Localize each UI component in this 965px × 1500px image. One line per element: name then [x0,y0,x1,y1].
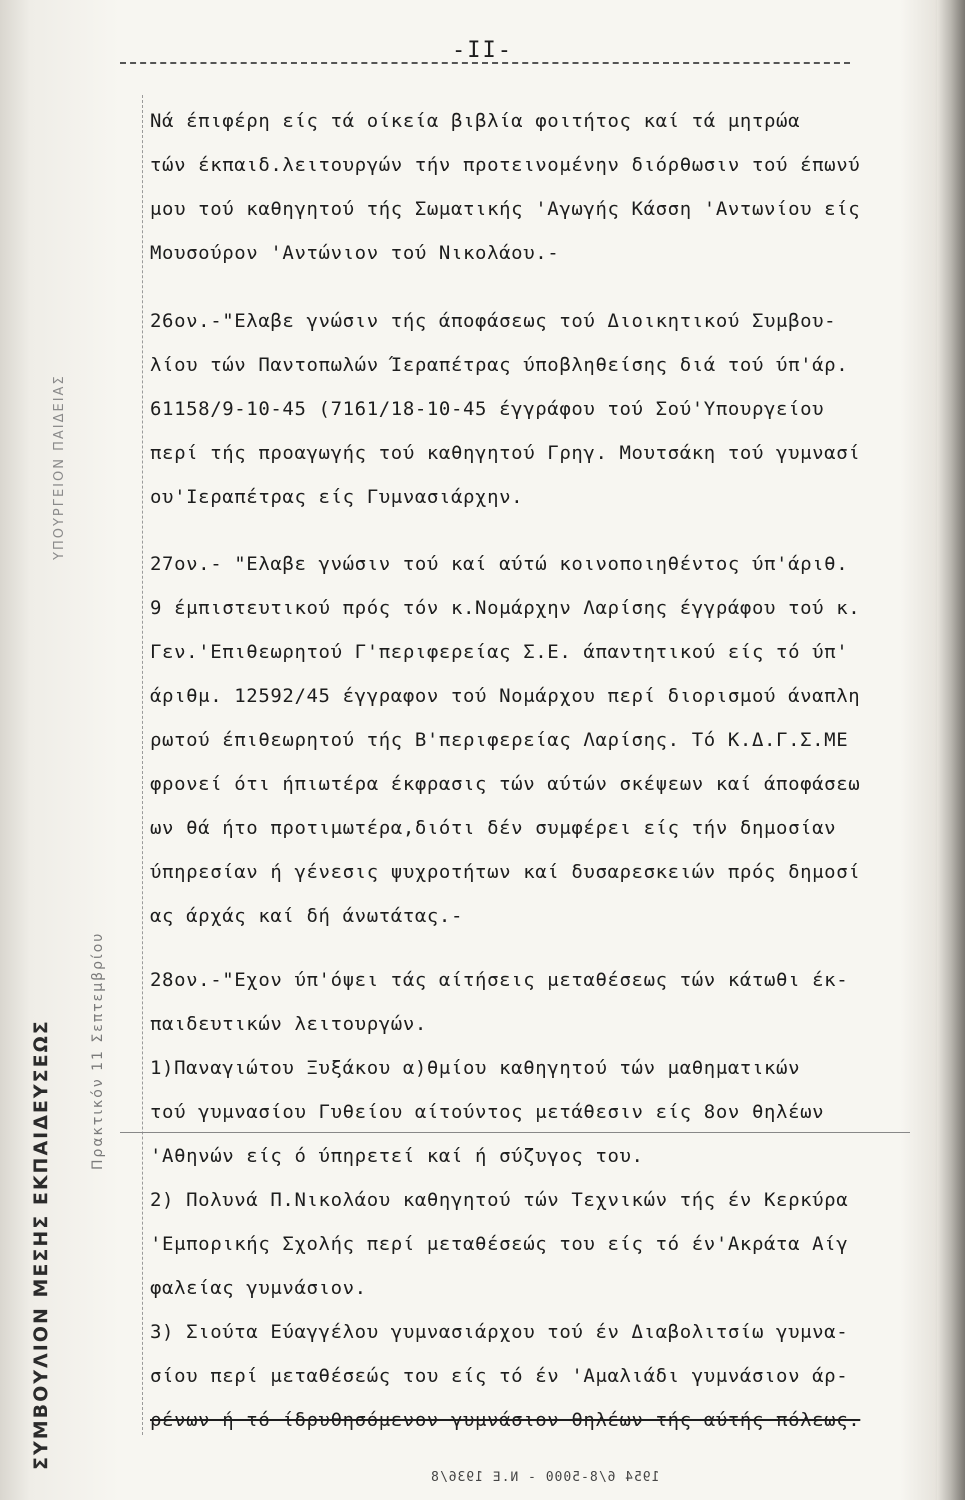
text-line: 26ον.-"Ελαβε γνώσιν τής άποφάσεως τού Διοικητικού Συμβου- [150,310,837,332]
text-line: ρωτού έπιθεωρητού τής Β'περιφερείας Λαρίσης. Τό Κ.Δ.Γ.Σ.ΜΕ [150,729,849,751]
archive-spine-faint-text: ΥΠΟΥΡΓΕΙΟΝ ΠΑΙΔΕΙΑΣ [52,374,67,560]
text-line: 'Εμπορικής Σχολής περί μεταθέσεώς του είς τό έν'Ακράτα Αίγ [150,1233,849,1255]
text-line: παιδευτικών λειτουργών. [150,1013,427,1035]
text-line: περί τής προαγωγής τού καθηγητού Γρηγ. Μουτσάκη τού γυμνασί [150,442,861,464]
archive-spine-label: ΣΥΜΒΟΥΛΙΟΝ ΜΕΣΗΣ ΕΚΠΑΙΔΕΥΣΕΩΣ [30,1019,52,1470]
text-line: 'Αθηνών είς ό ύπηρετεί καί ή σύζυγος του. [150,1145,644,1167]
text-line: 61158/9-10-45 (7161/18-10-45 έγγράφου τού Σού'Υπουργείου [150,398,825,420]
text-line: σίου περί μεταθέσεώς του είς τό έν 'Αμαλιάδι γυμνάσιον άρ- [150,1365,849,1387]
text-line: άριθμ. 12592/45 έγγραφον τού Νομάρχου περί διορισμού άναπλη [150,685,861,707]
text-line: μου τού καθηγητού τής Σωματικής 'Αγωγής Κάσση 'Αντωνίου είς [150,198,861,220]
header-divider [120,62,850,64]
paragraph-26 [150,312,940,532]
text-line: ων θά ήτο προτιμωτέρα,διότι δέν συμφέρει είς τήν δημοσίαν [150,817,837,839]
text-line: 27ον.- "Ελαβε γνώσιν τού καί αύτώ κοινοποιηθέντος ύπ'άριθ. [150,553,849,575]
page-edge-shadow [937,0,965,1500]
page-number: -II- [452,38,513,63]
margin-rule [142,95,143,1435]
text-line: τού γυμνασίου Γυθείου αίτούντος μετάθεσιν είς 8ον θηλέων [150,1101,825,1123]
faint-ruled-line [120,1132,910,1133]
text-line: Γεν.'Επιθεωρητού Γ'περιφερείας Σ.Ε. άπαντητικού είς τό ύπ' [150,641,849,663]
text-line: Νά έπιφέρη είς τά οίκεία βιβλία φοιτήτος καί τά μητρώα [150,110,801,132]
text-line: φαλείας γυμνάσιον. [150,1277,367,1299]
paragraph-28 [150,971,940,1455]
archive-spine-faint-text: Πρακτικόν 11 Σεπτεμβρίου [90,931,106,1170]
struck-text-line: ρένων ή τό ίδρυθησόμενον γυμνάσιον θηλέων τής αύτής πόλεως. [150,1409,861,1431]
archive-spine [0,0,106,1500]
text-line: τών έκπαιδ.λειτουργών τήν προτεινομένην διόρθωσιν τού έπωνύ [150,154,861,176]
list-item [150,1191,940,1323]
paragraph-27 [150,555,940,951]
text-line: φρονεί ότι ήπιωτέρα έκφρασις τών αύτών σκέψεων καί άποφάσεω [150,773,861,795]
text-line: λίου τών Παντοπωλών Ίεραπέτρας ύποβληθείσης διά τού ύπ'άρ. [150,354,849,376]
text-line: ύπηρεσίαν ή γένεσις ψυχροτήτων καί δυσαρεσκειών πρός δημοσί [150,861,861,883]
list-item [150,1059,940,1191]
list-item [150,1323,940,1455]
text-line: 9 έμπιστευτικού πρός τόν κ.Νομάρχην Λαρίσης έγγράφου τού κ. [150,597,861,619]
paragraph-1 [150,112,940,288]
print-code-footer: 1954 6/8-5000 - Ν.Ε 1936/8 [430,1470,660,1485]
text-line: 1)Παναγιώτου Ξυξάκου α)θμίου καθηγητού τών μαθηματικών [150,1057,801,1079]
text-line: ας άρχάς καί δή άνωτάτας.- [150,905,464,927]
text-line: 2) Πολυνά Π.Νικολάου καθηγητού τών Τεχνικών τής έν Κερκύρα [150,1189,849,1211]
text-line: ου'Ιεραπέτρας είς Γυμνασιάρχην. [150,486,524,508]
text-line: 28ον.-"Εχον ύπ'όψει τάς αίτήσεις μεταθέσεως τών κάτωθι έκ- [150,969,849,991]
text-line: 3) Σιούτα Εύαγγέλου γυμνασιάρχου τού έν Διαβολιτσίω γυμνα- [150,1321,849,1343]
text-line: Μουσούρον 'Αντώνιον τού Νικολάου.- [150,242,560,264]
